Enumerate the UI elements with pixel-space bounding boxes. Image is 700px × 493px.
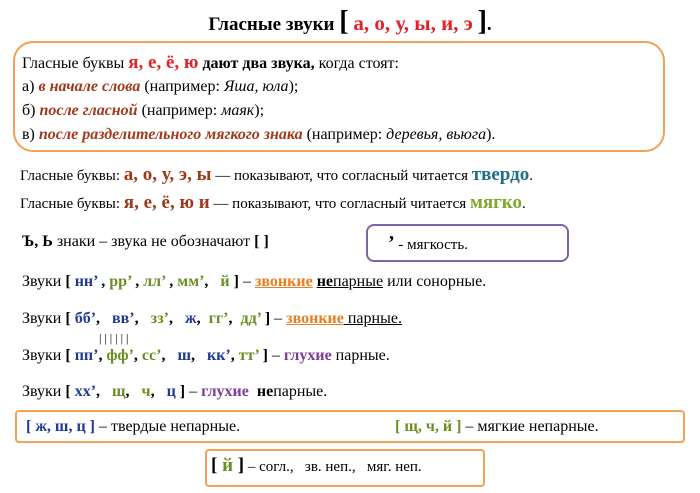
signs-bracket: [ ] [254, 233, 269, 250]
row1-tail: или сонорные. [383, 273, 487, 290]
row3-sound-2: фф’ [106, 347, 134, 364]
rule-b-em: после гласной [39, 102, 138, 119]
row1-sound-1: нн’ [74, 273, 98, 290]
row1-close-bracket: ] [229, 273, 239, 290]
soft-unpaired-text: – мягкие непарные. [461, 418, 599, 435]
row1-paired: парные [333, 273, 384, 290]
row1-open-bracket: [ [65, 273, 75, 290]
rule-intro [22, 52, 399, 74]
soft-line-pre: Гласные буквы: [20, 196, 124, 212]
row2-sound-4: ж [185, 310, 197, 327]
row2-open-bracket: [ [65, 310, 75, 327]
row3-dash: – [267, 347, 284, 364]
soft-unpaired-line [395, 418, 599, 436]
row3-sound-1: пп’ [74, 347, 99, 364]
hard-unpaired-line [26, 418, 240, 436]
row3-pre: Звуки [22, 347, 66, 364]
row3-sound-3: сс’ [141, 347, 162, 364]
rule-c-pre: в) [22, 126, 39, 143]
rule-intro-post: когда стоят: [314, 55, 399, 72]
title-text: Гласные звуки [208, 14, 335, 35]
row1-sound-4: мм’ [177, 273, 205, 290]
rule-a-em: в начале слова [38, 78, 141, 95]
hard-line-mid: — показывают, что согласный читается [211, 168, 472, 184]
row2-tail: парные. [343, 310, 402, 327]
row4-open-bracket: [ [65, 383, 75, 400]
softness-note [388, 232, 468, 255]
row2-dash: – [270, 310, 287, 327]
row2-sound-6: дд’ [240, 310, 261, 327]
rule-b-pre: б) [22, 102, 40, 119]
j-close-bracket: ] [233, 455, 245, 476]
row4-dash: – [185, 383, 202, 400]
rule-c-post: (например: [302, 126, 387, 143]
pair-tick-marks: | | | | | | [99, 331, 129, 345]
row2-sound-1: бб’ [74, 310, 97, 327]
sounds-row-voiced-paired: Звуки [ бб’, вв’, зз’, ж, гг’, дд’ ] – звонкие парные. [22, 310, 402, 327]
rule-b [22, 102, 264, 120]
row3-close-bracket: ] [258, 347, 268, 364]
rule-c [22, 126, 495, 144]
rule-c-example: деревья, вьюга [386, 126, 487, 143]
rule-a-pre: а) [22, 78, 39, 95]
soft-line-letters: я, е, ё, ю и [123, 192, 210, 213]
soft-unpaired-sounds: [ щ, ч, й ] [395, 418, 462, 435]
j-open-bracket: [ [211, 455, 223, 476]
row3-sound-6: тт’ [238, 347, 259, 364]
row4-sound-3: ч [141, 383, 151, 400]
hard-line-pre: Гласные буквы: [20, 168, 124, 184]
hard-unpaired-sounds: [ ж, ш, ц ] [26, 418, 95, 435]
rule-b-end: ); [254, 102, 265, 119]
sounds-row-voiceless-unpaired: Звуки [ хх’, щ, ч, ц ] – глухие непарные. [22, 383, 328, 400]
signs-line [22, 233, 269, 251]
hard-unpaired-text: – твердые непарные. [94, 418, 241, 435]
soft-vowels-line [20, 192, 526, 214]
title-sounds: а, о, у, ы, и, э [353, 11, 473, 35]
j-sound: й [222, 455, 234, 476]
row1-ne: не [316, 273, 334, 290]
rule-a-post: (например: [140, 78, 224, 95]
row3-open-bracket: [ [65, 347, 75, 364]
row4-sound-2: щ [112, 383, 126, 400]
page-title [0, 6, 700, 38]
row1-sound-2: рр’ [109, 273, 132, 290]
row4-sound-1: хх’ [74, 383, 97, 400]
row3-sound-5: кк’ [206, 347, 231, 364]
row1-pre: Звуки [22, 273, 66, 290]
sounds-row-sonorant: Звуки [ нн’ , рр’ , лл’ , мм’, й ] – звонкие непарные или сонорные. [22, 273, 487, 290]
soft-line-end: . [522, 196, 526, 212]
signs-text: знаки – звука не обозначают [52, 233, 255, 250]
row4-pre: Звуки [22, 383, 66, 400]
row2-voiced-word: звонкие [286, 310, 344, 327]
row2-pre: Звуки [22, 310, 66, 327]
hard-line-word: твердо [471, 164, 530, 185]
row2-close-bracket: ] [260, 310, 271, 327]
row3-sound-4: ш [177, 347, 191, 364]
rule-a-end: ); [288, 78, 299, 95]
rule-c-em: после разделительного мягкого знака [38, 126, 303, 143]
row1-sound-3: лл’ [143, 273, 166, 290]
rule-a-example: Яша, юла [223, 78, 289, 95]
row2-sound-3: зз’ [150, 310, 170, 327]
row4-ne: не [256, 383, 274, 400]
row4-close-bracket: ] [175, 383, 186, 400]
row2-sound-2: вв’ [112, 310, 135, 327]
row4-voiceless-word: глухие [201, 383, 249, 400]
rule-a [22, 78, 298, 96]
hard-vowels-line [20, 164, 533, 186]
soft-line-word: мягко [469, 192, 522, 213]
row2-sound-5: гг’ [208, 310, 229, 327]
row3-tail: парные. [331, 347, 390, 364]
softness-mark: ’ [388, 232, 395, 254]
rule-b-post: (например: [137, 102, 222, 119]
j-sound-line [211, 455, 422, 477]
signs-letters: Ъ, Ь [22, 233, 53, 250]
title-dot: . [486, 14, 492, 35]
rule-intro-pre: Гласные буквы [22, 55, 129, 72]
rule-intro-bold: дают два звука, [198, 55, 315, 72]
hard-line-end: . [529, 168, 533, 184]
row4-sound-4: ц [166, 383, 176, 400]
row1-voiced-word: звонкие [254, 273, 313, 290]
rule-intro-letters: я, е, ё, ю [128, 52, 199, 73]
row4-tail: парные. [273, 383, 328, 400]
title-close-bracket: ] [477, 6, 487, 37]
rule-c-end: ). [486, 126, 496, 143]
softness-text: - мягкость. [394, 237, 468, 253]
title-open-bracket: [ [339, 6, 349, 37]
rule-b-example: маяк [221, 102, 255, 119]
sounds-row-voiceless-paired: Звуки [ пп’, фф’, сс’, ш, кк’, тт’ ] – глухие парные. [22, 347, 390, 364]
row1-sound-5: й [220, 273, 230, 290]
row3-voiceless-word: глухие [283, 347, 332, 364]
hard-line-letters: а, о, у, э, ы [123, 164, 212, 185]
soft-line-mid: — показывают, что согласный читается [209, 196, 470, 212]
row1-dash: – [238, 273, 255, 290]
j-description: – согл., зв. неп., мяг. неп. [244, 459, 422, 475]
